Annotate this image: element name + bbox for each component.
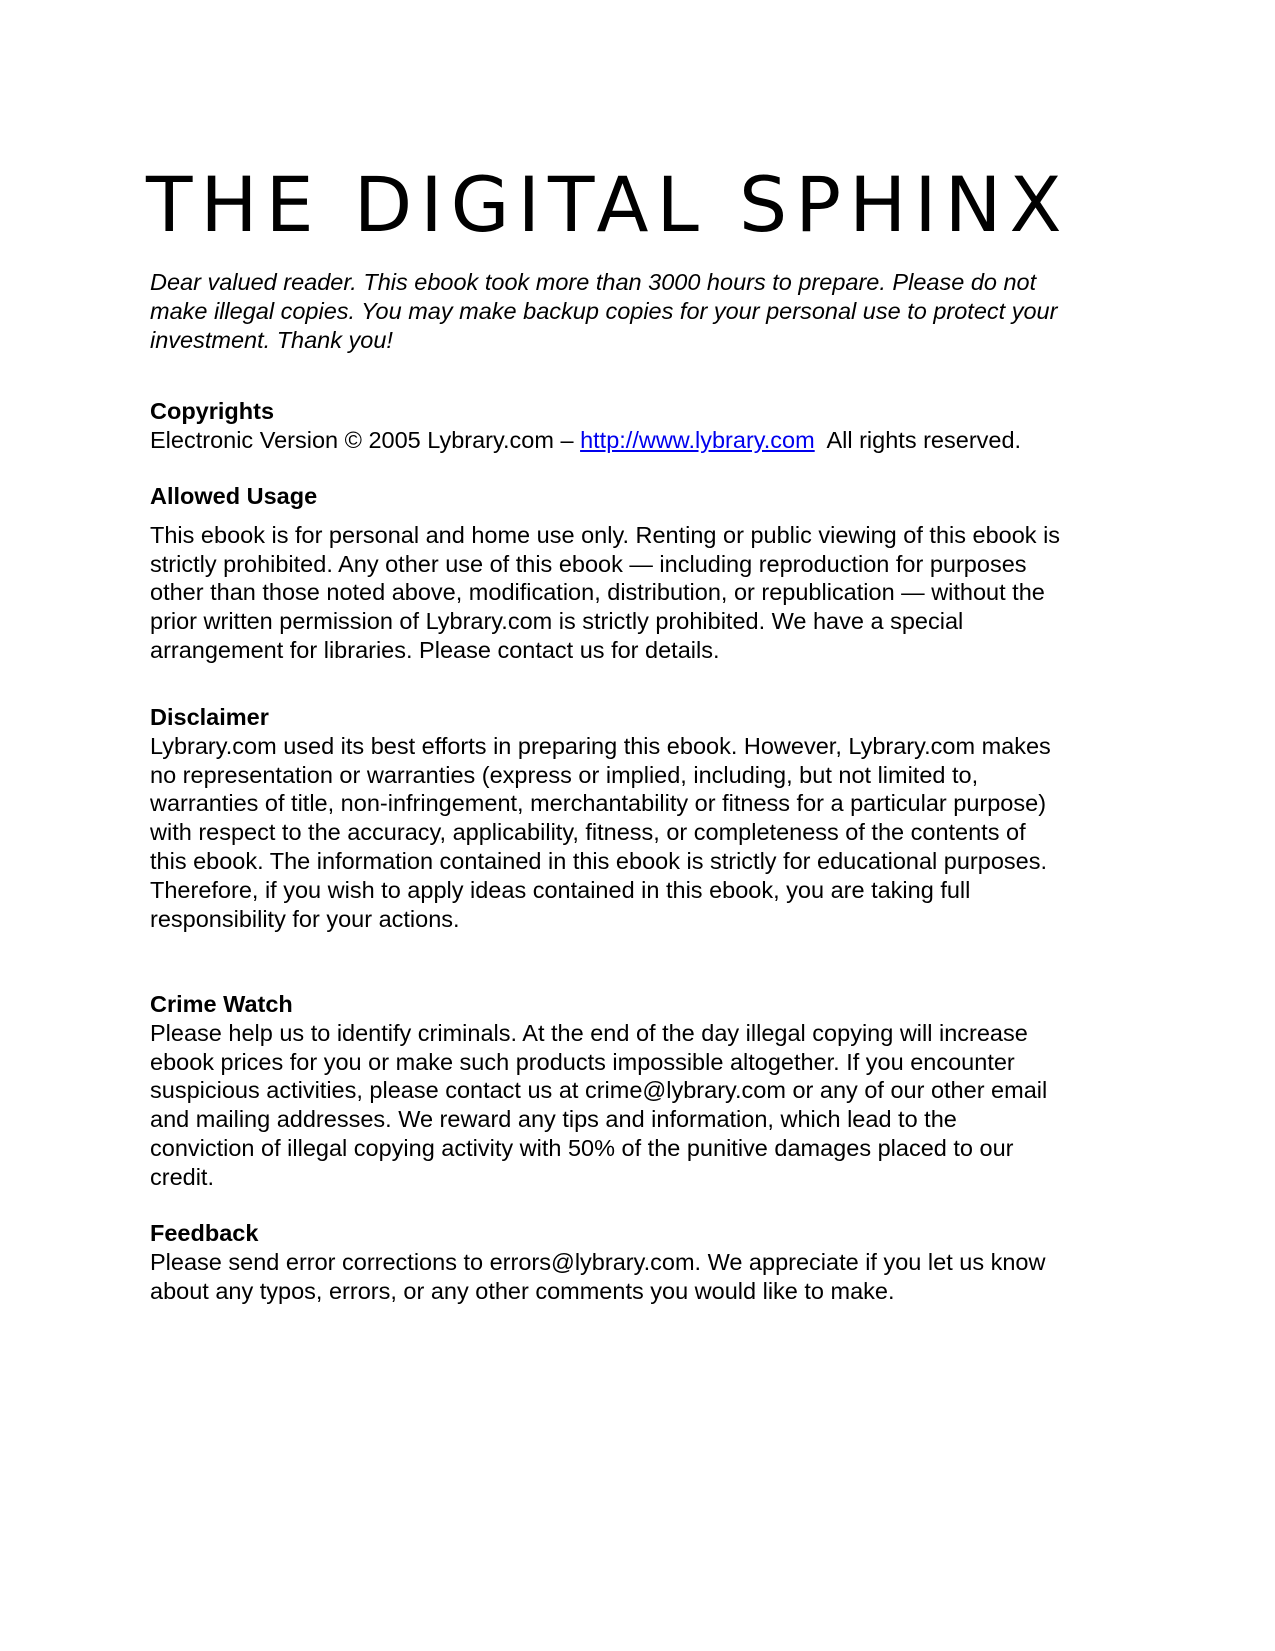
copyrights-text-before: Electronic Version © 2005 Lybrary.com –	[150, 426, 581, 453]
disclaimer-line: responsibility for your actions.	[150, 905, 460, 932]
crime-watch-line: Please help us to identify criminals. At the end of the day illegal copying will increase	[150, 1019, 1028, 1046]
crime-watch-line: ebook prices for you or make such products impossible altogether. If you encounter	[150, 1048, 1015, 1075]
copyrights-text-after: All rights reserved.	[814, 426, 1022, 453]
allowed-usage-line: arrangement for libraries. Please contact us for details.	[150, 636, 720, 663]
intro-paragraph	[150, 268, 1057, 354]
allowed-usage-section	[150, 482, 1060, 665]
allowed-usage-line: This ebook is for personal and home use only. Renting or public viewing of this ebook is	[150, 521, 1061, 548]
disclaimer-line: this ebook. The information contained in this ebook is strictly for educational purposes.	[150, 847, 1047, 874]
crime-watch-heading: Crime Watch	[150, 991, 293, 1017]
disclaimer-line: Lybrary.com used its best efforts in preparing this ebook. However, Lybrary.com makes	[150, 732, 1051, 759]
allowed-usage-line: strictly prohibited. Any other use of this ebook — including reproduction for purposes	[150, 550, 1027, 577]
disclaimer-section	[150, 703, 1051, 933]
crime-watch-section	[150, 990, 1047, 1192]
allowed-usage-line: other than those noted above, modification, distribution, or republication — without the	[150, 579, 1045, 606]
copyrights-text	[150, 426, 1021, 455]
allowed-usage-line: prior written permission of Lybrary.com is strictly prohibited. We have a special	[150, 608, 964, 635]
crime-watch-line: credit.	[150, 1163, 214, 1190]
disclaimer-line: with respect to the accuracy, applicability, fitness, or completeness of the contents of	[150, 819, 1026, 846]
feedback-line: about any typos, errors, or any other comments you would like to make.	[150, 1277, 895, 1304]
feedback-line: Please send error corrections to errors@lybrary.com. We appreciate if you let us know	[150, 1248, 1046, 1275]
disclaimer-line: warranties of title, non-infringement, merchantability or fitness for a particular purpose)	[150, 790, 1047, 817]
copyrights-heading: Copyrights	[150, 398, 275, 424]
disclaimer-line: Therefore, if you wish to apply ideas contained in this ebook, you are taking full	[150, 876, 971, 903]
crime-watch-line: suspicious activities, please contact us at crime@lybrary.com or any of our other email	[150, 1077, 1048, 1104]
crime-watch-line: conviction of illegal copying activity with 50% of the punitive damages placed to our	[150, 1134, 1014, 1161]
lybrary-link[interactable]: http://www.lybrary.com	[580, 426, 815, 453]
intro-line: Dear valued reader. This ebook took more than 3000 hours to prepare. Please do not	[150, 269, 1037, 295]
crime-watch-line: and mailing addresses. We reward any tips and information, which lead to the	[150, 1106, 957, 1133]
allowed-usage-heading: Allowed Usage	[150, 483, 318, 509]
feedback-section	[150, 1219, 1045, 1305]
feedback-heading: Feedback	[150, 1220, 259, 1246]
copyrights-section	[150, 397, 1021, 455]
disclaimer-heading: Disclaimer	[150, 704, 269, 730]
document-title: THE DIGITAL SPHINX	[146, 160, 1070, 249]
intro-line: make illegal copies. You may make backup copies for your personal use to protect your	[150, 297, 1058, 324]
disclaimer-line: no representation or warranties (express or implied, including, but not limited to,	[150, 761, 979, 788]
intro-line: investment. Thank you!	[150, 326, 393, 353]
